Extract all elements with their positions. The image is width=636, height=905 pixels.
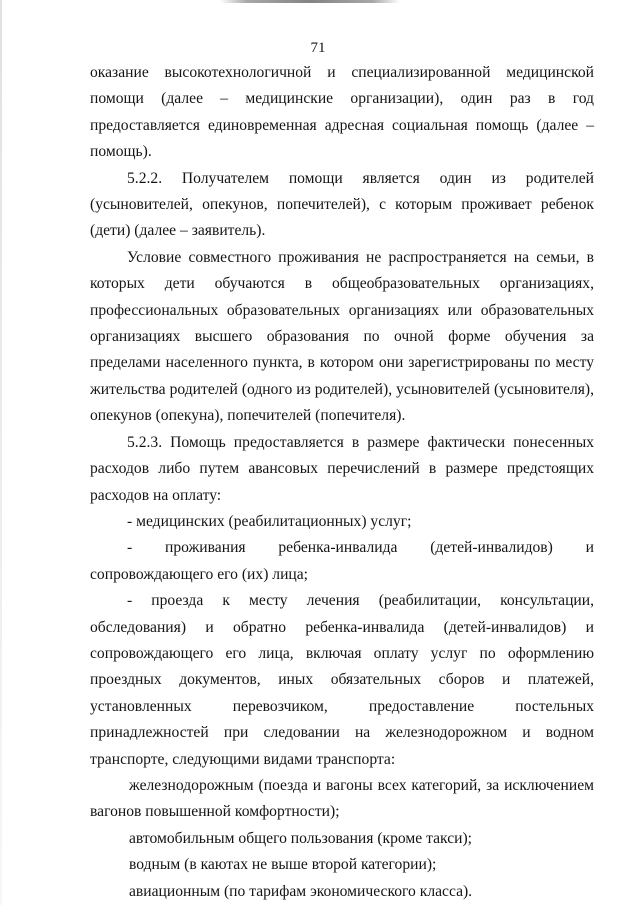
transport-air: авиационным (по тарифам экономического класса). — [129, 882, 473, 900]
list-item-medical-services: - медицинских (реабилитационных) услуг; — [127, 512, 412, 530]
transport-water: водным (в каютах не выше второй категории); — [129, 856, 437, 874]
paragraph-5-2-2: 5.2.2. Получателем помощи является один из родителей (усыновителей, опекунов, попечителей), с которым проживает ребенок (дети) (далее – заявитель). — [90, 169, 594, 240]
document-body — [90, 60, 594, 905]
transport-railway: железнодорожным (поезда и вагоны всех категорий, за исключением вагонов повышенной комфортности); — [90, 776, 594, 821]
scan-artifact — [220, 0, 400, 3]
page-edge — [0, 0, 2, 905]
list-item-travel: - проезда к месту лечения (реабилитации, консультации, обследования) и обратно ребенка-инвалида (детей-инвалидов) и сопровождающего его лица, включая оплату услуг по оформлению проездных документов, иных обязательных сборов и платежей, установленных перевозчиком, предоставление постельных принадлежностей при следовании на железнодорожном и водном транспорте, следующими видами транспорта: — [90, 592, 594, 768]
paragraph-continuation: оказание высокотехнологичной и специализированной медицинской помощи (далее – медицинские организации), один раз в год предоставляется единовременная адресная социальная помощь (далее – помощь). — [90, 64, 594, 161]
transport-road: автомобильным общего пользования (кроме такси); — [129, 829, 472, 847]
page-number: 71 — [310, 40, 326, 56]
paragraph-cohabitation-condition: Условие совместного проживания не распространяется на семьи, в которых дети обучаются в общеобразовательных организациях, профессиональных образовательных организациях или образовательных организациях высшего образования по очной форме обучения за пределами населенного пункта, в котором они зарегистрированы по месту жительства родителей (одного из родителей), усыновителей (усыновителя), опекунов (опекуна), попечителей (попечителя). — [90, 248, 594, 425]
paragraph-5-2-3: 5.2.3. Помощь предоставляется в размере фактически понесенных расходов либо путем авансовых перечислений в размере предстоящих расходов на оплату: — [90, 433, 594, 504]
list-item-accommodation: - проживания ребенка-инвалида (детей-инвалидов) и сопровождающего его (их) лица; — [90, 539, 594, 583]
